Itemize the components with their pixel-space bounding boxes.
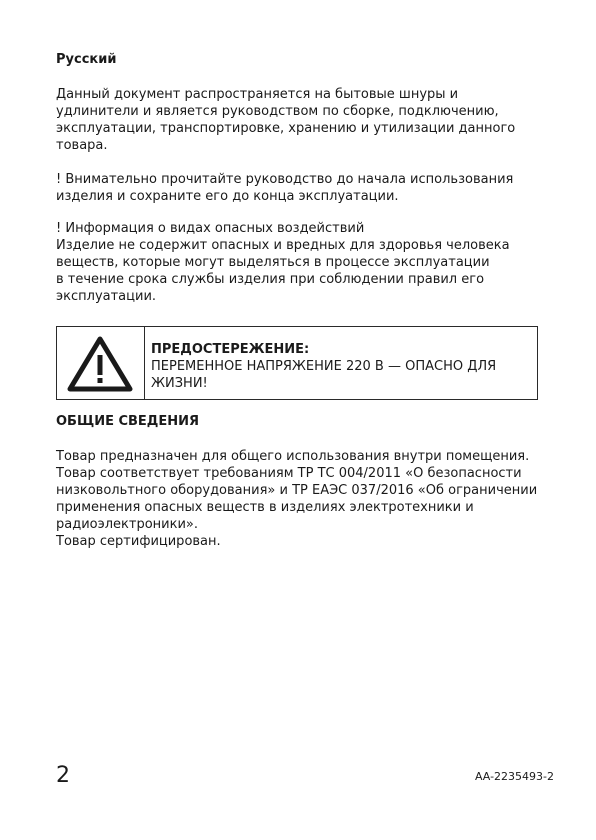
- hazard-info-line: в течение срока службы изделия при соблюдении правил его: [56, 272, 485, 287]
- general-section-line: применения опасных веществ в изделиях электротехники и: [56, 500, 474, 515]
- hazard-info-line: эксплуатации.: [56, 289, 157, 304]
- hazard-info-line: Изделие не содержит опасных и вредных для здоровья человека: [56, 238, 510, 253]
- warning-triangle-icon: [67, 336, 133, 392]
- warning-line: ЖИЗНИ!: [151, 376, 208, 391]
- warning-title: ПРЕДОСТЕРЕЖЕНИЕ:: [151, 342, 310, 357]
- intro-line: эксплуатации, транспортировке, хранению и утилизации данного: [56, 121, 516, 136]
- hazard-info-line: ! Информация о видах опасных воздействий: [56, 221, 365, 236]
- intro-line: товара.: [56, 138, 108, 153]
- page-number: 2: [56, 763, 70, 788]
- language-heading: Русский: [56, 52, 117, 67]
- general-section-paragraph: [56, 448, 546, 550]
- read-notice-paragraph: [56, 171, 546, 205]
- general-section-line: Товар предназначен для общего использования внутри помещения.: [56, 449, 530, 464]
- read-notice-line: ! Внимательно прочитайте руководство до начала использования: [56, 172, 514, 187]
- general-section-line: Товар соответствует требованиям ТР ТС 004/2011 «О безопасности: [56, 466, 522, 481]
- hazard-info-line: веществ, которые могут выделяться в процессе эксплуатации: [56, 255, 490, 270]
- warning-box: [56, 326, 538, 400]
- warning-line: ПЕРЕМЕННОЕ НАПРЯЖЕНИЕ 220 В — ОПАСНО ДЛЯ: [151, 359, 497, 374]
- intro-line: Данный документ распространяется на бытовые шнуры и: [56, 87, 459, 102]
- intro-line: удлинители и является руководством по сборке, подключению,: [56, 104, 499, 119]
- intro-paragraph: [56, 86, 546, 154]
- general-section-line: низковольтного оборудования» и ТР ЕАЭС 037/2016 «Об ограничении: [56, 483, 538, 498]
- general-section-line: Товар сертифицирован.: [56, 534, 221, 549]
- warning-icon-cell: [57, 327, 145, 399]
- warning-body: [151, 358, 531, 392]
- read-notice-line: изделия и сохраните его до конца эксплуатации.: [56, 189, 399, 204]
- general-section-line: радиоэлектроники».: [56, 517, 199, 532]
- hazard-info-paragraph: [56, 220, 546, 305]
- warning-text: [151, 341, 531, 392]
- general-section-heading: ОБЩИЕ СВЕДЕНИЯ: [56, 414, 200, 429]
- document-code: AA-2235493-2: [474, 770, 554, 783]
